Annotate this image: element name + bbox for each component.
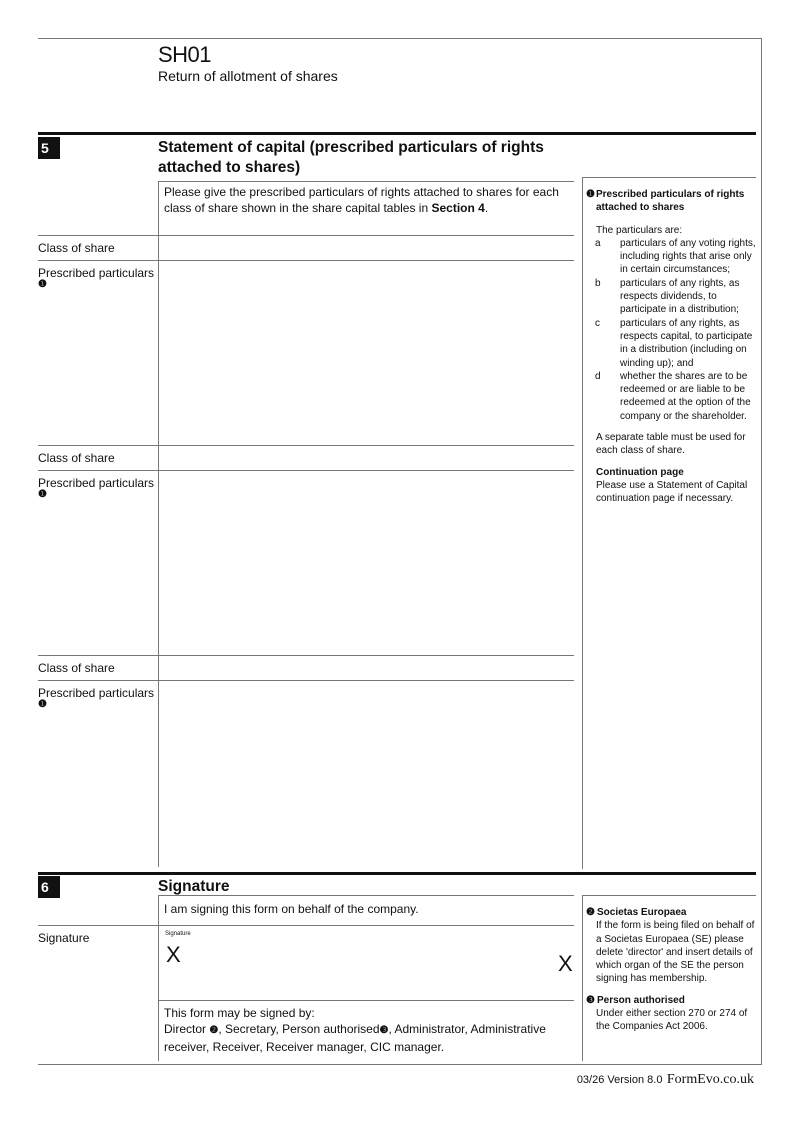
signed-by-title: This form may be signed by:	[164, 1006, 315, 1020]
separate-table-note: A separate table must be used for each class of share.	[596, 432, 746, 457]
class-of-share-label: Class of share	[38, 661, 115, 675]
section-5-number: 5	[38, 137, 60, 159]
signed-by-block	[164, 1005, 576, 1055]
note-3-title: Person authorised	[597, 994, 685, 1006]
section-6-number: 6	[38, 876, 60, 898]
list-item: c particulars of any rights, as respects capital, to participate in a distribution (including on winding up); and	[595, 317, 753, 369]
signature-x-right-icon: X	[558, 951, 573, 976]
bottom-rule	[38, 1064, 762, 1065]
intro-text: Please give the prescribed particulars of rights attached to shares for each class of share shown in the share capital tables in	[164, 185, 559, 215]
list-item: b particulars of any rights, as respects dividends, to participate in a distribution;	[595, 277, 740, 316]
class-of-share-field[interactable]	[159, 237, 574, 259]
row-divider	[38, 260, 574, 261]
prescribed-particulars-field[interactable]	[159, 472, 574, 652]
note-3-icon: ❸	[379, 1025, 389, 1036]
note-1-icon: ❶	[38, 279, 47, 290]
section-6-title: Signature	[158, 878, 230, 895]
section-6-rule	[38, 872, 756, 875]
section-5-title: Statement of capital (prescribed particulars of rights attached to shares)	[158, 139, 544, 176]
continuation-text: Please use a Statement of Capital continuation page if necessary.	[596, 479, 748, 505]
footer	[577, 1070, 754, 1088]
signature-x-left-icon: X	[166, 942, 181, 967]
prescribed-particulars-label: Prescribed particulars	[38, 686, 155, 700]
form-title: Return of allotment of shares	[158, 68, 338, 84]
note-1-icon: ❶	[38, 489, 47, 500]
note-3-text: Under either section 270 or 274 of the Companies Act 2006.	[596, 1008, 748, 1033]
note-2-text: If the form is being filed on behalf of a Societas Europaea (SE) please delete 'director' and insert details of which organ of the SE the person signing has membership.	[596, 920, 755, 985]
row-divider	[38, 445, 574, 446]
note-1-title: Prescribed particulars of rights attached to shares	[595, 189, 745, 214]
class-of-share-field[interactable]	[159, 447, 574, 469]
list-item: a particulars of any voting rights, including rights that arise only in certain circumstances;	[595, 237, 756, 276]
row-divider	[38, 925, 574, 926]
footer-version: 03/26 Version 8.0	[576, 1074, 663, 1086]
particulars-list	[586, 237, 756, 423]
note-2-icon: ❷	[586, 907, 595, 918]
row-divider	[38, 235, 574, 236]
note-3-icon: ❸	[586, 994, 595, 1006]
prescribed-particulars-field[interactable]	[159, 262, 574, 442]
intro-box-top	[158, 181, 574, 182]
row-divider	[158, 1000, 574, 1001]
list-item: d whether the shares are to be redeemed or are liable to be redeemed at the option of the company or the shareholder.	[595, 370, 751, 422]
section-5-intro	[164, 184, 564, 216]
class-of-share-label: Class of share	[38, 241, 115, 255]
particulars-intro: The particulars are:	[596, 224, 683, 236]
section-6-right-rule	[582, 895, 583, 1061]
row-divider	[38, 680, 574, 681]
form-right-rule	[582, 177, 583, 869]
top-rule	[38, 38, 762, 39]
note-1-icon: ❶	[38, 699, 47, 710]
signed-by-list: Director ❷, Secretary, Person authorised❸, Administrator, Administrative receiver, Receiver, Receiver manager, CIC manager.	[164, 1022, 546, 1054]
footer-brand: FormEvo.co.uk	[666, 1072, 754, 1087]
row-divider	[38, 655, 574, 656]
signature-caption: Signature	[165, 931, 191, 937]
sidebar-section-5	[586, 188, 756, 506]
signature-label: Signature	[38, 931, 90, 945]
intro-section-ref: Section 4	[431, 201, 485, 215]
form-code: SH01	[158, 42, 212, 67]
behalf-box-top	[158, 895, 574, 896]
behalf-text: I am signing this form on behalf of the company.	[164, 902, 419, 916]
prescribed-particulars-field[interactable]	[159, 682, 574, 862]
class-of-share-label: Class of share	[38, 451, 115, 465]
prescribed-particulars-label: Prescribed particulars	[38, 266, 155, 280]
class-of-share-field[interactable]	[159, 657, 574, 679]
note-2-title: Societas Europaea	[597, 907, 687, 918]
sidebar-rule	[582, 177, 756, 178]
note-1-icon: ❶	[586, 189, 595, 200]
note-2-icon: ❷	[209, 1025, 219, 1036]
intro-end: .	[484, 201, 489, 215]
right-rule	[761, 38, 762, 1064]
signature-field[interactable]	[159, 927, 574, 999]
sidebar-section-6	[586, 906, 756, 1034]
row-divider	[38, 470, 574, 471]
continuation-title: Continuation page	[596, 466, 684, 478]
prescribed-particulars-label: Prescribed particulars	[38, 476, 155, 490]
section-5-rule	[38, 132, 756, 135]
sidebar-6-rule	[582, 895, 756, 896]
